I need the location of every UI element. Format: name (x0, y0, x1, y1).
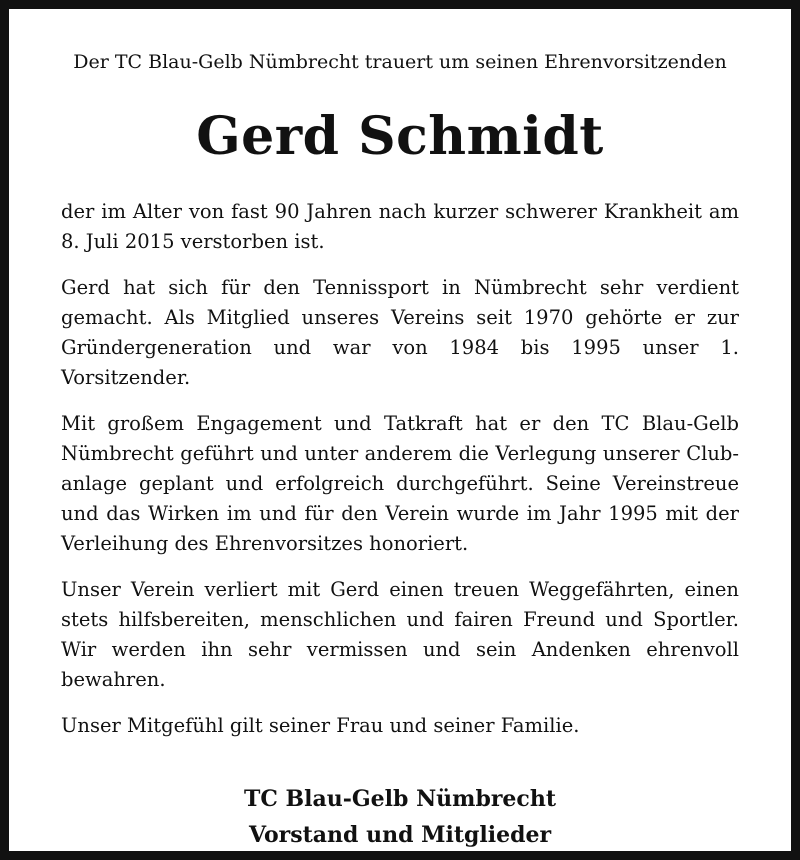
paragraph-engagement: Mit großem Engagement und Tatkraft hat er den TC Blau-Gelb Nümbrecht geführt und unter anderem die Verlegung unserer Clubanlage geplant und erfolgreich durchgeführt. Seine Vereinstreue und das Wirken im und für den Verein wurde im Jahr 1995 mit der Verleihung des Ehrenvorsitzes honoriert. (61, 412, 739, 555)
paragraph-condolence: Unser Mitgefühl gilt seiner Frau und seiner Familie. (61, 714, 580, 737)
signature-club: TC Blau-Gelb Nümbrecht (244, 786, 556, 812)
signature-block (61, 781, 739, 853)
paragraph-loss: Unser Verein verliert mit Gerd einen treuen Weggefährten, einen stets hilfsbereiten, menschlichen und fairen Freund und Sportler. Wir werden ihn sehr vermissen und sein Andenken ehrenvoll bewahren. (61, 578, 739, 691)
paragraph-merits: Gerd hat sich für den Tennissport in Nümbrecht sehr verdient gemacht. Als Mitglied unseres Vereins seit 1970 gehörte er zur Gründergeneration und war von 1984 bis 1995 unser 1. Vorsitzender. (61, 276, 739, 389)
paragraph-death-date: der im Alter von fast 90 Jahren nach kurzer schwerer Krankheit am 8. Juli 2015 verstorben ist. (61, 200, 739, 253)
obituary-content (61, 49, 739, 853)
signature-members: Vorstand und Mitglieder (248, 822, 552, 848)
intro-line: Der TC Blau-Gelb Nümbrecht trauert um seinen Ehrenvorsitzenden (73, 51, 727, 73)
deceased-name: Gerd Schmidt (196, 106, 604, 167)
